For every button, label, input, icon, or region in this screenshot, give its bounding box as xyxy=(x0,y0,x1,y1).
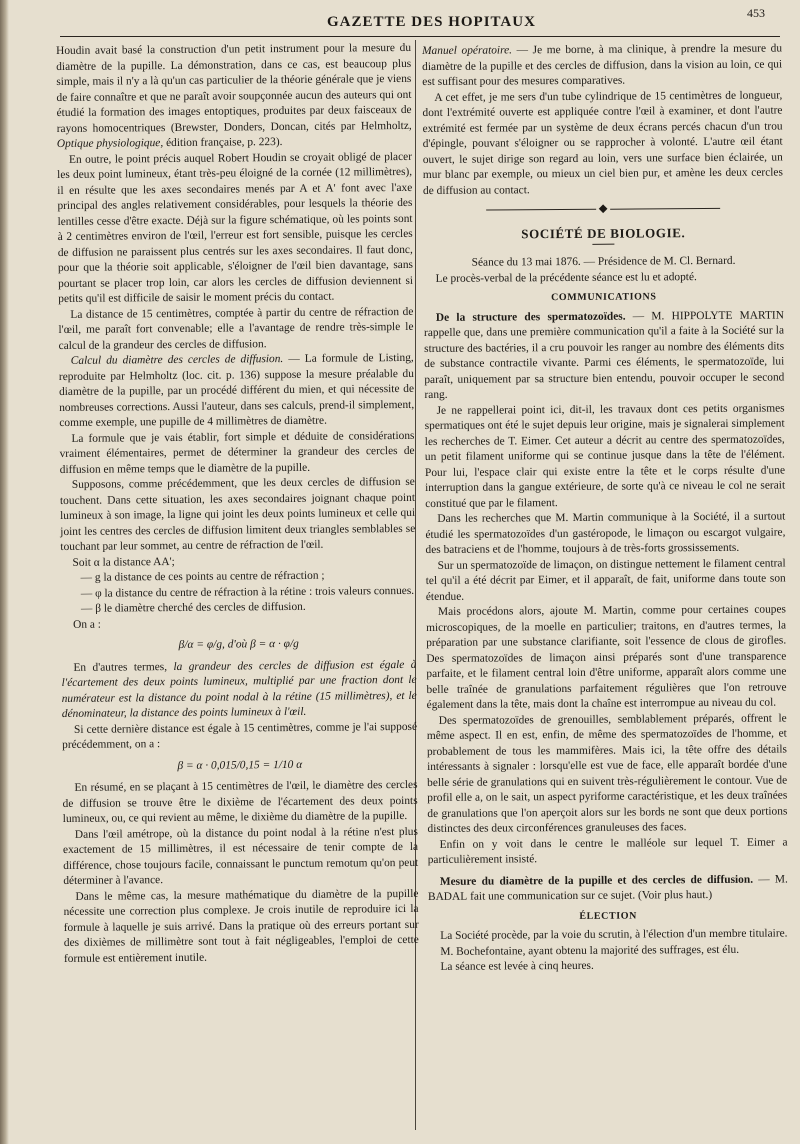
list-item: — g la distance de ces points au centre de réfraction ; xyxy=(80,569,325,584)
page-number: 453 xyxy=(747,6,765,20)
header-rule xyxy=(60,36,780,37)
subsection-title: Manuel opératoire. xyxy=(422,44,513,57)
formula: β/α = φ/g, d'où β = α · φ/g xyxy=(178,637,299,651)
paragraph: Le procès-verbal de la précédente séance est lu et adopté. xyxy=(435,270,697,285)
right-column xyxy=(422,41,788,975)
paragraph: La formule que je vais établir, fort simple et déduite de considérations vraiment élémentaires, permet de déterminer la grandeur des cercles de diffusion en même temps que le diamètre de la pupille. xyxy=(59,429,415,476)
paragraph: La distance de 15 centimètres, comptée à partir du centre de réfraction de l'œil, me paraît fort convenable; elle a l'avantage de rendre très-simple le calcul de la grandeur des cercles de diffusion. xyxy=(58,305,414,352)
paragraph: Si cette dernière distance est égale à 15 centimètres, comme je l'ai supposé précédemment, on a : xyxy=(62,720,418,751)
communication-title: Mesure du diamètre de la pupille et des cercles de diffusion. xyxy=(439,873,754,888)
list-item: — β le diamètre cherché des cercles de diffusion. xyxy=(80,600,306,615)
section-separator: ◆ xyxy=(423,200,783,218)
left-column xyxy=(56,41,419,967)
paragraph: M. Bochefontaine, ayant obtenu la majorité des suffrages, est élu. xyxy=(440,943,740,958)
paragraph: De la structure des spermatozoïdes. — M. HIPPOLYTE MARTIN rappelle que, dans une première communication qu'il a faite à la Société sur la structure des bactéries, il a cru pouvoir les ranger au nombre des éléments dits de substance contractile vivante. Parmi ces éléments, le spermatozoïde, lui paraît, uniquement par sa structure bien entendu, pouvoir occuper le second rang. xyxy=(423,308,785,401)
paragraph: La Société procède, par la voie du scrutin, à l'élection d'un membre titulaire. xyxy=(440,927,788,942)
title-rule xyxy=(592,244,614,245)
paragraph: Soit α la distance AA'; xyxy=(72,555,175,569)
subsection-title: Calcul du diamètre des cercles de diffusion. xyxy=(70,353,284,367)
paragraph: Dans les recherches que M. Martin communique à la Société, il a surtout étudié les spermatozoïdes d'un gastéropode, le limaçon ou escargot vulgaire, des batraciens et de l'homme, toujours à de très-forts grossissements. xyxy=(425,510,786,556)
section-title: SOCIÉTÉ DE BIOLOGIE. xyxy=(521,224,686,241)
paragraph: Mais procédons alors, ajoute M. Martin, comme pour certaines coupes microscopiques, de la moelle en particulier; traitons, en d'autres termes, la préparation par une substance clarifiante, soit l'essence de clous de girofles. Des spermatozoïdes de limaçon ainsi préparés sont d'une transparence parfaite, et le filament central loin d'être uniforme, apparaît alors comme une belle traînée de granulations parfaitement régulières que l'on retrouve également dans la tête, mais dont la chaîne est interrompue au niveau du col. xyxy=(426,603,787,711)
paragraph: Dans l'œil amétrope, où la distance du point nodal à la rétine n'est plus exactement de 15 millimètres, il est nécessaire de tenir compte de la différence, chose toujours facile, connaissant le punctum remotum qu'on peut déterminer à l'avance. xyxy=(62,825,419,887)
paragraph: A cet effet, je me sers d'un tube cylindrique de 15 centimètres de longueur, dont l'extrémité ouverte est appliquée contre l'œil à examiner, et dont l'autre extrémité est fermée par un système de deux écrans percés chacun d'un trou d'épingle, pouvant s'éloigner ou se rapprocher à volonté. L'autre œil étant ouvert, le sujet dirige son regard au loin, vers une surface bien éclairée, un mur blanc par exemple, ou mieux un ciel bien pur, et amène les deux cercles de diffusion au contact. xyxy=(422,88,783,197)
paragraph: Des spermatozoïdes de grenouilles, semblablement préparés, offrent le même aspect. Il en est, enfin, de même des spermatozoïdes de l'homme, et probablement de tous les mammifères. Mais ici, la tête offre des détails intéressants à signaler : lorsqu'elle est vue de face, elle apparaît bordée d'une belle série de granulations qui en suivent très-régulièrement le contour. Vue de profil elle a, on le sait, un aspect pyriforme caractéristique, et les deux traînées de granulations que l'on aperçoit alors sur les bords ne sont que deux portions distinctes des deux circonférences granuleuses des faces. xyxy=(426,711,788,835)
list-item: — φ la distance du centre de réfraction à la rétine : trois valeurs connues. xyxy=(80,584,415,600)
variable-list xyxy=(67,568,416,618)
paragraph: En d'autres termes, la grandeur des cercles de diffusion est égale à l'écartement des deux points lumineux, multiplié par une fraction dont le numérateur est la distance du point nodal à la rétine (15 millimètres), et le dénominateur, la distance des points lumineux à l'œil. xyxy=(61,658,417,720)
paragraph: Mesure du diamètre de la pupille et des cercles de diffusion. — M. BADAL fait une communication sur ce sujet. (Voir plus haut.) xyxy=(427,872,788,903)
communications-heading: COMMUNICATIONS xyxy=(551,291,657,304)
paragraph: Dans le même cas, la mesure mathématique du diamètre de la pupille nécessite une correction plus complexe. Je crois inutile de reproduire ici la formule à laquelle je suis arrivé. Dans la pratique où des erreurs portant sur des dixièmes de millimètre sont tout à fait négligeables, l'emploi de cette formule est entièrement inutile. xyxy=(63,887,419,965)
page-header xyxy=(60,6,775,34)
election-heading: ÉLECTION xyxy=(579,910,637,922)
paragraph: Houdin avait basé la construction d'un petit instrument pour la mesure du diamètre de la pupille. La démonstration, dans ce cas, est beaucoup plus simple, mais il n'y a là qu'un cas particulier de la théorie générale que je viens de faire connaître et que ne paraît avoir soupçonnée aucun des auteurs qui ont étudié la formation des images entoptiques, produites par deux faisceaux de rayons homocentriques (Brewster, Donders, Doncan, cités par Helmholtz, Optique physiologique, édition française, p. 223). xyxy=(56,41,412,150)
paragraph: Supposons, comme précédemment, que les deux cercles de diffusion se touchent. Dans cette situation, les axes secondaires joignant chaque point lumineux à son image, la ligne qui joint les deux points lumineux et celle qui joint les centres des cercles de diffusion limitent deux triangles semblables se touchant par leur sommet, au centre de réfraction de l'œil. xyxy=(59,475,416,553)
formula: β = α · 0,015/0,15 = 1/10 α xyxy=(177,758,303,772)
paragraph: Je ne rappellerai point ici, dit-il, les travaux dont ces petits organismes spermatiques ont été le sujet depuis leur origine, mais je signalerai simplement les recherches de T. Eimer. Cet auteur a décrit au centre des spermatozoïdes, un petit filament uniforme qui se continue jusque dans la tête de l'élément. Pour lui, l'espace clair qui existe entre la tête et le corps résulte d'une interruption dans la gangue extérieure, de sorte qu'à ce niveau le col ne serait constitué que par le filament. xyxy=(424,401,786,510)
paragraph: Calcul du diamètre des cercles de diffusion. — La formule de Listing, reproduite par Helmholtz (loc. cit. p. 136) suppose la mesure préalable du diamètre de la pupille, par un procédé différent du mien, et qui nécessite de nombreuses corrections. Aussi l'auteur, dans ses calculs, prend-il simplement, comme exemple, une pupille de 4 millimètres de diamètre. xyxy=(58,351,415,429)
page-binding-shadow xyxy=(0,0,9,1144)
paragraph: On a : xyxy=(73,618,101,631)
paragraph: En outre, le point précis auquel Robert Houdin se croyait obligé de placer les deux point lumineux, étant très-peu éloigné de la cornée (12 millimètres), il en résulte que les axes secondaires menés par A et A' font avec l'axe principal des angles relativement considérables, pour lesquels la théorie des lentilles cesse d'être exacte. Déjà sur la figure schématique, où les points sont à 2 centimètres environ de l'œil, l'erreur est fort sensible, puisque les cercles de diffusion ne paraissent plus centrés sur les axes secondaires. Il faut donc, pour que la théorie soit applicable, s'éloigner de l'œil bien davantage, sans pourtant se placer trop loin, car alors les cercles de diffusion deviennent si petits qu'il est difficile de saisir le moment précis du contact. xyxy=(57,150,414,305)
session-line: Séance du 13 mai 1876. — Présidence de M. Cl. Bernard. xyxy=(471,254,736,269)
paragraph: En résumé, en se plaçant à 15 centimètres de l'œil, le diamètre des cercles de diffusion se trouve être le dixième de l'écartement des deux points lumineux, ou, ce qui revient au même, le dixième du diamètre de la pupille. xyxy=(62,778,418,825)
communication-title: De la structure des spermatozoïdes. xyxy=(435,310,626,324)
paragraph: Manuel opératoire. — Je me borne, à ma clinique, à prendre la mesure du diamètre de la pupille et des cercles de diffusion, dans la vision au loin, ce qui est suffisant pour des mesures comparatives. xyxy=(422,42,783,88)
paragraph: Enfin on y voit dans le centre le malléole sur lequel T. Eimer a particulièrement insisté. xyxy=(427,835,788,866)
paragraph: Sur un spermatozoïde de limaçon, on distingue nettement le filament central tel qu'il a été décrit par Eimer, et il apparaît, de fait, uniforme dans toute son étendue. xyxy=(425,556,786,603)
masthead-title: GAZETTE DES HOPITAUX xyxy=(327,14,536,30)
paragraph: La séance est levée à cinq heures. xyxy=(440,959,594,973)
